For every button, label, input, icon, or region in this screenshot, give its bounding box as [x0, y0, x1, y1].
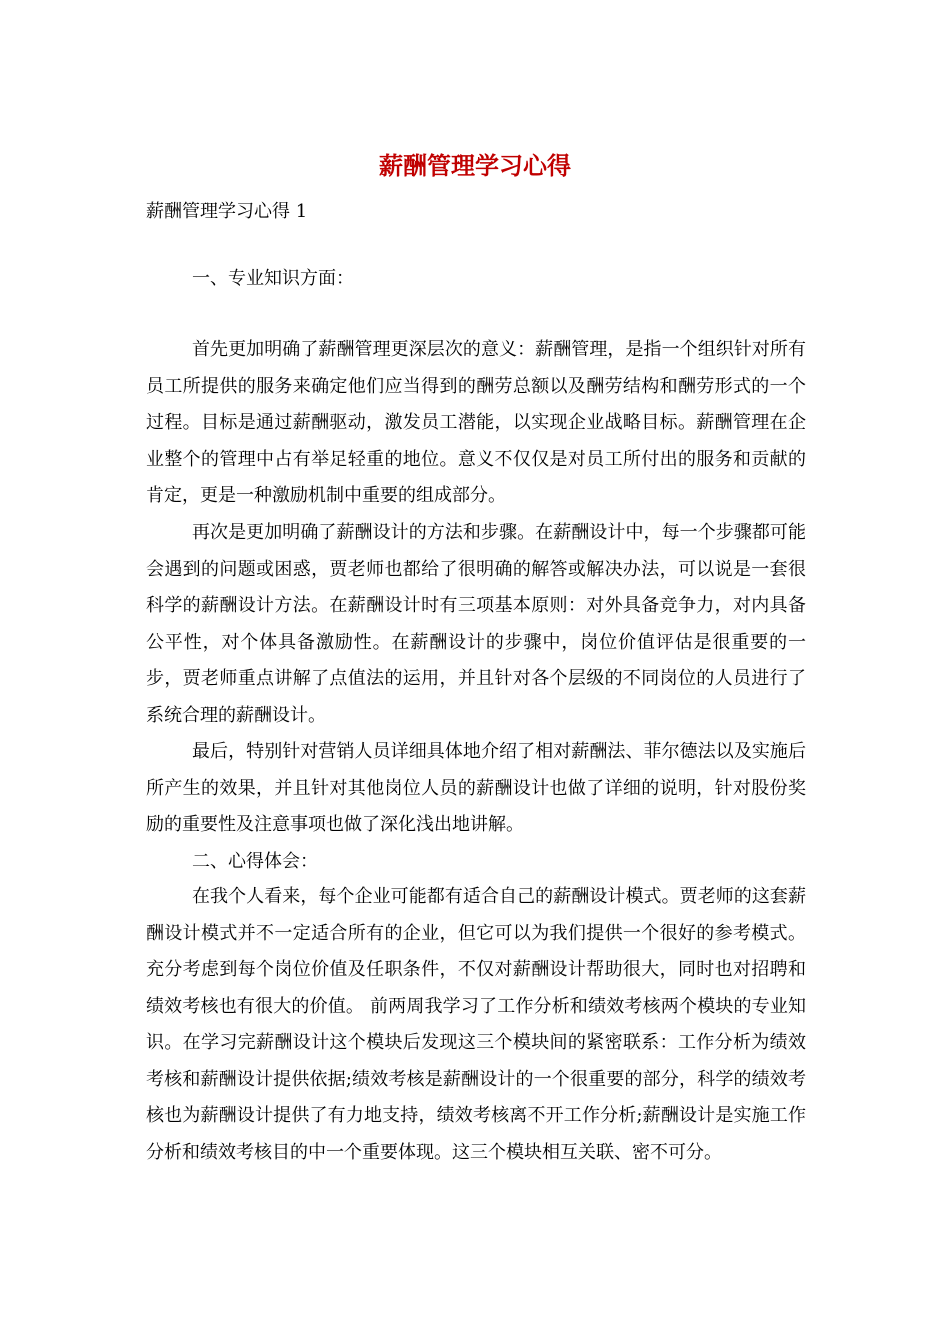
paragraph-sales-compensation: 最后，特别针对营销人员详细具体地介绍了相对薪酬法、菲尔德法以及实施后所产生的效果，并且针对其他岗位人员的薪酬设计也做了详细的说明，针对股份奖励的重要性及注意事项也做了深化浅出地讲解。	[146, 741, 806, 835]
paragraph-compensation-design-method: 再次是更加明确了薪酬设计的方法和步骤。在薪酬设计中，每一个步骤都可能会遇到的问题或困惑，贾老师也都给了很明确的解答或解决办法，可以说是一套很科学的薪酬设计方法。在薪酬设计时有三项基本原则：对外具备竞争力，对内具备公平性，对个体具备激励性。在薪酬设计的步骤中，岗位价值评估是很重要的一步，贾老师重点讲解了点值法的运用，并且针对各个层级的不同岗位的人员进行了系统合理的薪酬设计。	[146, 522, 806, 726]
paragraph-compensation-meaning: 首先更加明确了薪酬管理更深层次的意义：薪酬管理，是指一个组织针对所有员工所提供的服务来确定他们应当得到的酬劳总额以及酬劳结构和酬劳形式的一个过程。目标是通过薪酬驱动，激发员工潜能，以实现企业战略目标。薪酬管理在企业整个的管理中占有举足轻重的地位。意义不仅仅是对员工所付出的服务和贡献的肯定，更是一种激励机制中重要的组成部分。	[146, 339, 806, 506]
document-subtitle: 薪酬管理学习心得 1	[146, 201, 308, 222]
document-title: 薪酬管理学习心得	[379, 151, 571, 180]
section-heading-reflections: 二、心得体会：	[192, 851, 318, 872]
section-heading-professional-knowledge: 一、专业知识方面：	[192, 268, 354, 289]
paragraph-personal-reflection: 在我个人看来，每个企业可能都有适合自己的薪酬设计模式。贾老师的这套薪酬设计模式并不一定适合所有的企业，但它可以为我们提供一个很好的参考模式。充分考虑到每个岗位价值及任职条件，不仅对薪酬设计帮助很大，同时也对招聘和绩效考核也有很大的价值。 前两周我学习了工作分析和绩效考核两个模块的专业知识。在学习完薪酬设计这个模块后发现这三个模块间的紧密联系：工作分析为绩效考核和薪酬设计提供依据;绩效考核是薪酬设计的一个很重要的部分，科学的绩效考核也为薪酬设计提供了有力地支持，绩效考核离不开工作分析;薪酬设计是实施工作分析和绩效考核目的中一个重要体现。这三个模块相互关联、密不可分。	[146, 886, 806, 1163]
